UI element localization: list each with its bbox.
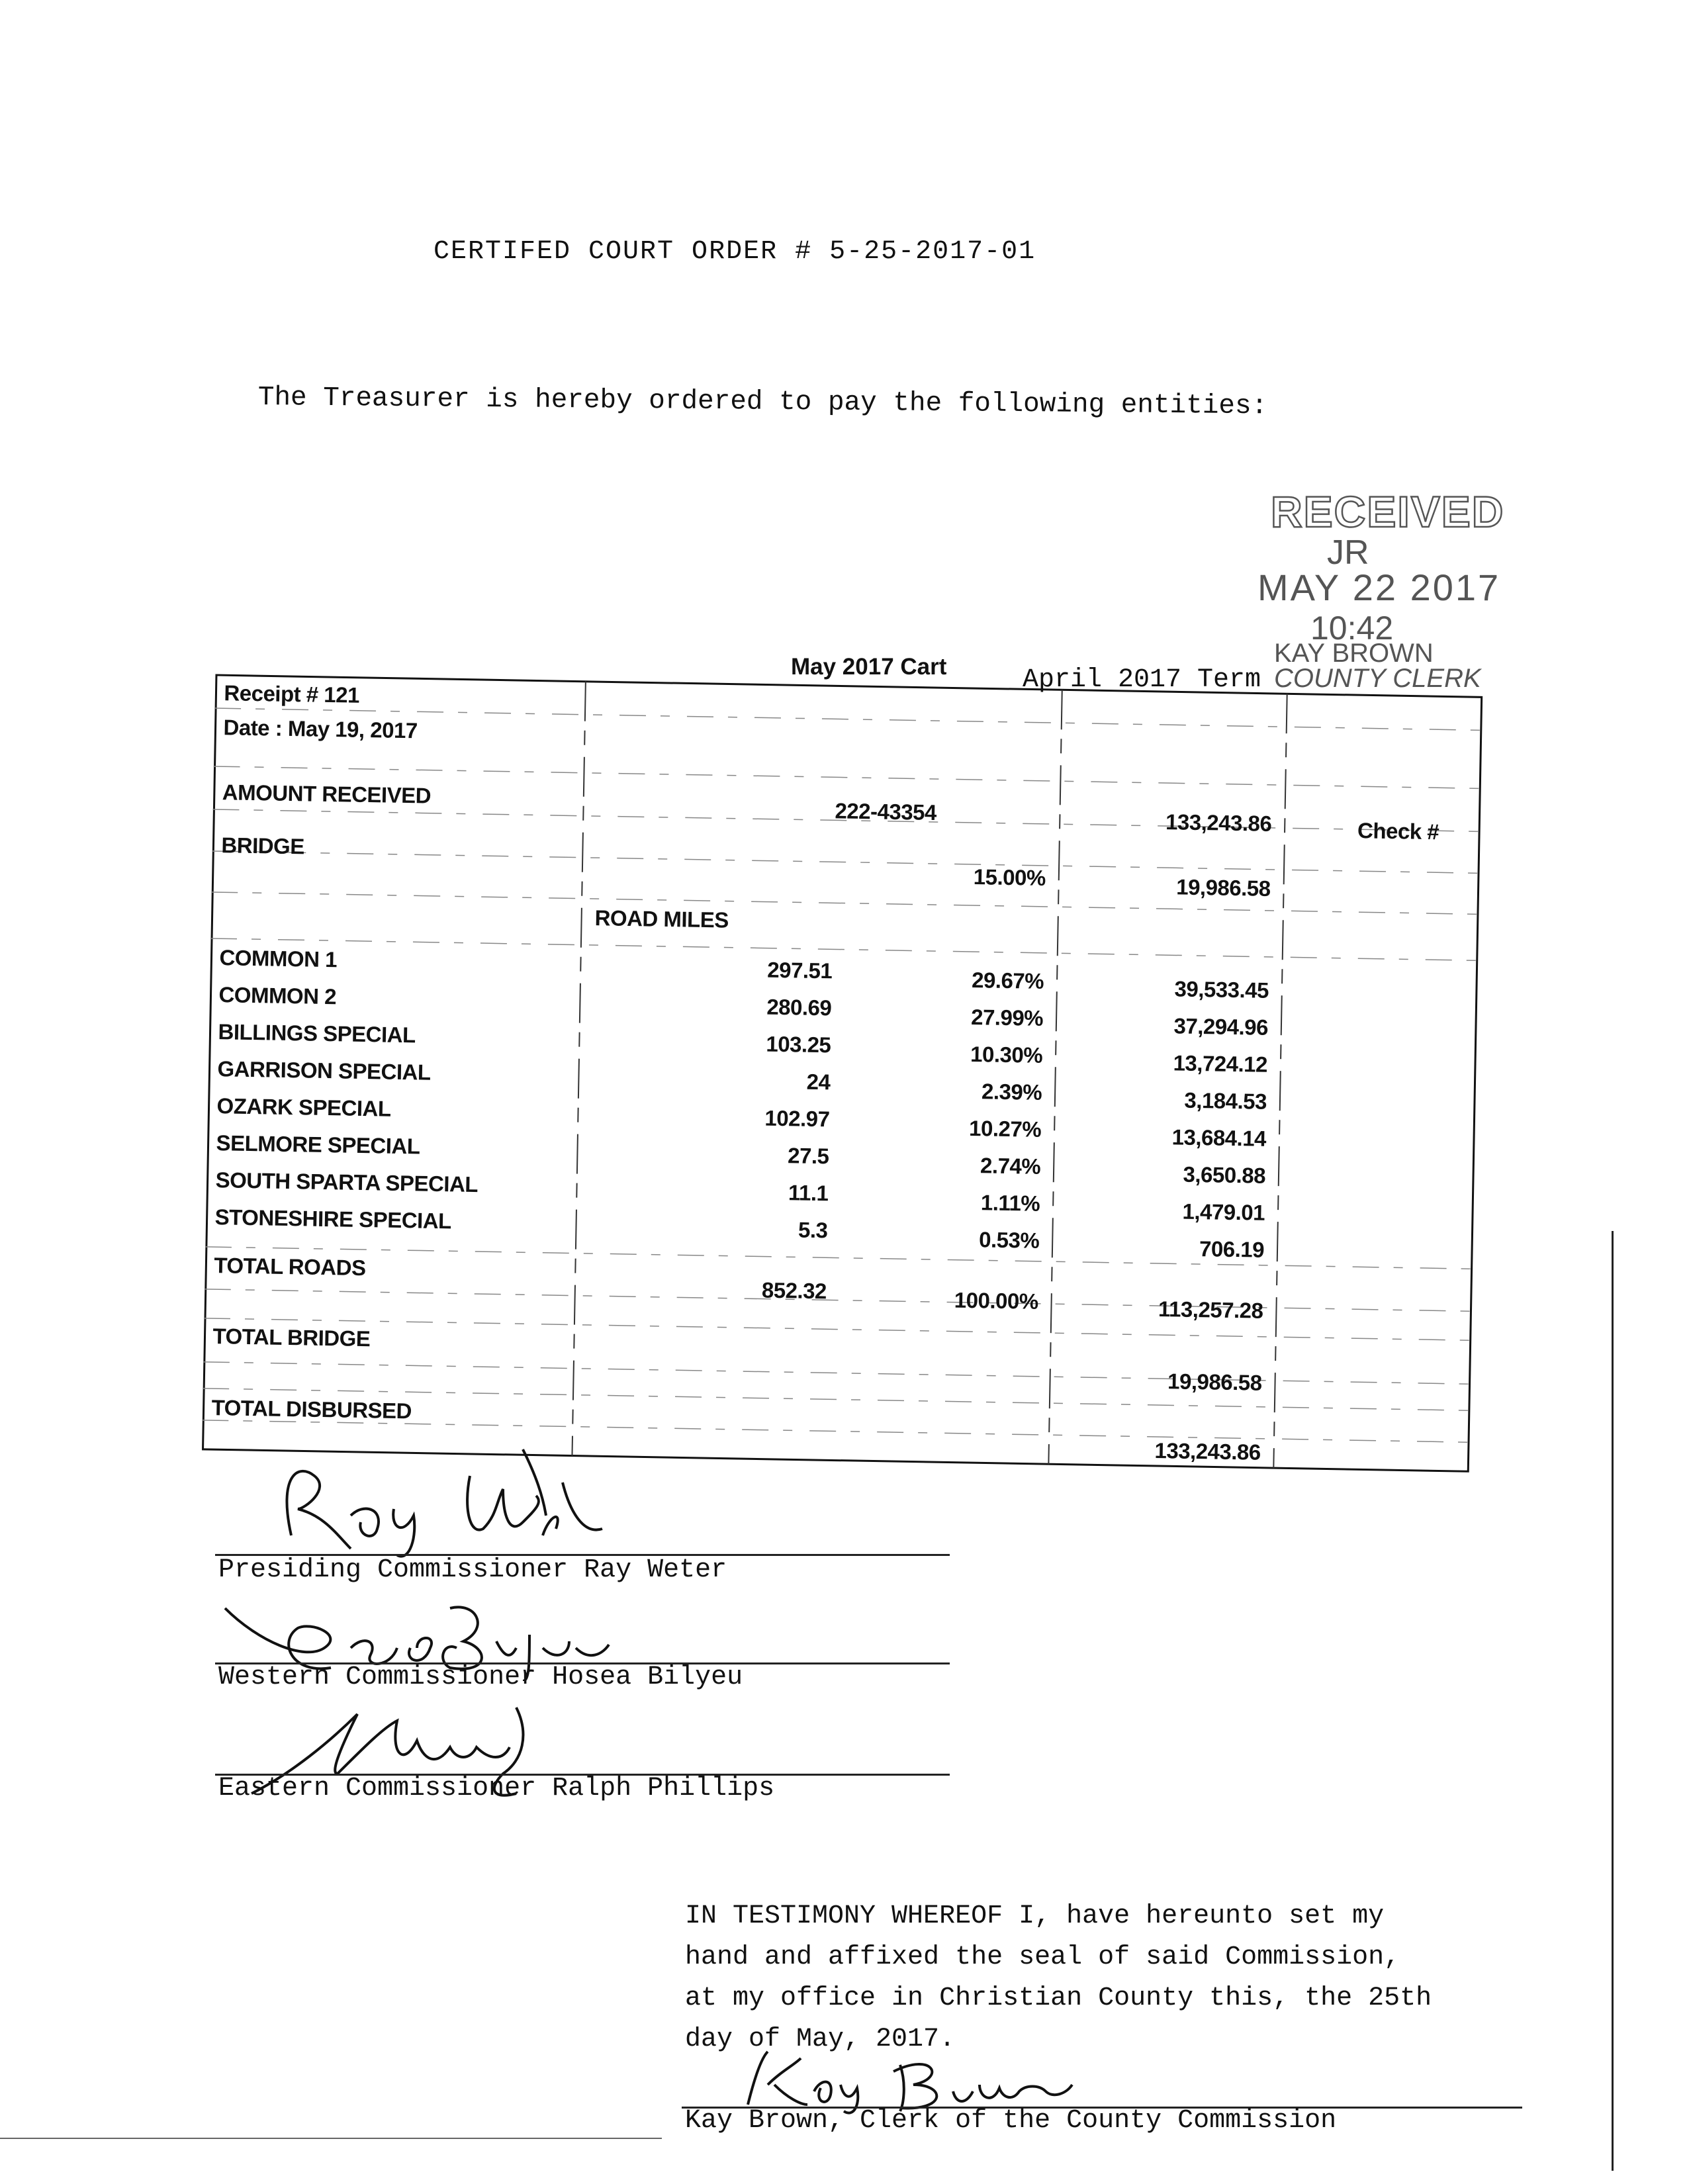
stamp-received-text: RECEIVED [1271, 487, 1505, 536]
bridge-amount: 19,986.58 [1175, 874, 1271, 901]
scan-margin-line [1612, 1231, 1614, 2171]
caption-eastern-commissioner: Eastern Commissioner Ralph Phillips [218, 1774, 775, 1803]
road-percent: 2.74% [980, 1153, 1041, 1179]
road-name: COMMON 2 [218, 982, 337, 1009]
check-label: Check # [1357, 818, 1439, 844]
road-amount: 706.19 [1199, 1236, 1265, 1262]
road-miles: 11.1 [788, 1180, 829, 1206]
road-percent: 1.11% [980, 1190, 1040, 1216]
road-miles: 280.69 [766, 994, 832, 1021]
road-name: STONESHIRE SPECIAL [214, 1205, 452, 1234]
caption-presiding-commissioner: Presiding Commissioner Ray Weter [218, 1555, 727, 1585]
road-miles: 102.97 [764, 1105, 830, 1132]
caption-western-commissioner: Western Commissioner Hosea Bilyeu [218, 1662, 743, 1692]
testimony-line: at my office in Christian County this, the 25th [685, 1983, 1432, 2013]
receipt-number: Receipt # 121 [224, 680, 360, 707]
disbursement-table [201, 674, 1486, 1490]
term-heading: April 2017 Term [1023, 665, 1261, 695]
total-disbursed-amount: 133,243.86 [1154, 1437, 1261, 1465]
stamp-clerk-name: KAY BROWN [1274, 639, 1434, 668]
road-percent: 2.39% [981, 1079, 1042, 1105]
caption-clerk: Kay Brown, Clerk of the County Commission [685, 2106, 1337, 2136]
total-disbursed-label: TOTAL DISBURSED [211, 1395, 412, 1424]
order-title: CERTIFED COURT ORDER # 5-25-2017-01 [434, 237, 1036, 267]
road-name: SELMORE SPECIAL [216, 1130, 420, 1159]
road-percent: 10.27% [968, 1115, 1042, 1142]
road-name: SOUTH SPARTA SPECIAL [215, 1167, 479, 1197]
receipt-date: Date : May 19, 2017 [223, 715, 418, 743]
instruction-text: The Treasurer is hereby ordered to pay the following entities: [257, 383, 1268, 422]
total-roads-amount: 113,257.28 [1158, 1297, 1263, 1323]
testimony-line: hand and affixed the seal of said Commission, [685, 1942, 1400, 1972]
testimony-line: IN TESTIMONY WHEREOF I, have hereunto set my [685, 1901, 1385, 1931]
stamp-initials: JR [1327, 533, 1369, 572]
road-name: BILLINGS SPECIAL [218, 1019, 416, 1048]
check-number: 222-43354 [835, 798, 937, 825]
road-percent: 27.99% [970, 1005, 1044, 1030]
signature-ray-weter [251, 1436, 622, 1562]
road-amount: 13,684.14 [1171, 1124, 1267, 1151]
bridge-percent: 15.00% [973, 864, 1046, 890]
road-amount: 13,724.12 [1173, 1050, 1268, 1077]
total-roads-miles: 852.32 [761, 1277, 827, 1304]
amount-received-value: 133,243.86 [1165, 809, 1272, 836]
road-miles-header: ROAD MILES [594, 905, 729, 933]
road-amount: 39,533.45 [1174, 976, 1269, 1003]
road-miles: 27.5 [787, 1143, 829, 1169]
stamp-date: MAY 22 2017 [1257, 567, 1501, 608]
testimony-line: day of May, 2017. [685, 2025, 956, 2054]
road-percent: 0.53% [978, 1227, 1040, 1253]
road-miles: 24 [806, 1069, 831, 1095]
bridge-label: BRIDGE [221, 833, 305, 859]
testimony-block [685, 1896, 1572, 2060]
total-bridge-label: TOTAL BRIDGE [212, 1324, 371, 1351]
total-roads-label: TOTAL ROADS [214, 1253, 366, 1281]
stamp-time: 10:42 [1310, 610, 1394, 647]
scan-bottom-line [0, 2138, 662, 2139]
received-stamp [1244, 486, 1505, 698]
road-miles: 103.25 [766, 1031, 831, 1058]
total-roads-percent: 100.00% [954, 1287, 1038, 1314]
road-amount: 1,479.01 [1182, 1199, 1265, 1225]
road-percent: 10.30% [970, 1042, 1043, 1068]
road-name: GARRISON SPECIAL [217, 1056, 431, 1085]
stamp-clerk-title: COUNTY CLERK [1274, 664, 1481, 693]
road-name: COMMON 1 [219, 945, 338, 972]
amount-received-label: AMOUNT RECEIVED [222, 780, 432, 808]
road-amount: 37,294.96 [1173, 1013, 1269, 1040]
road-amount: 3,184.53 [1184, 1087, 1267, 1114]
road-miles: 5.3 [798, 1217, 828, 1243]
road-miles: 297.51 [767, 957, 833, 983]
road-name: OZARK SPECIAL [216, 1093, 391, 1121]
road-amount: 3,650.88 [1183, 1161, 1266, 1188]
road-percent: 29.67% [971, 968, 1044, 993]
total-bridge-amount: 19,986.58 [1167, 1369, 1262, 1395]
cart-heading: May 2017 Cart [791, 654, 947, 680]
